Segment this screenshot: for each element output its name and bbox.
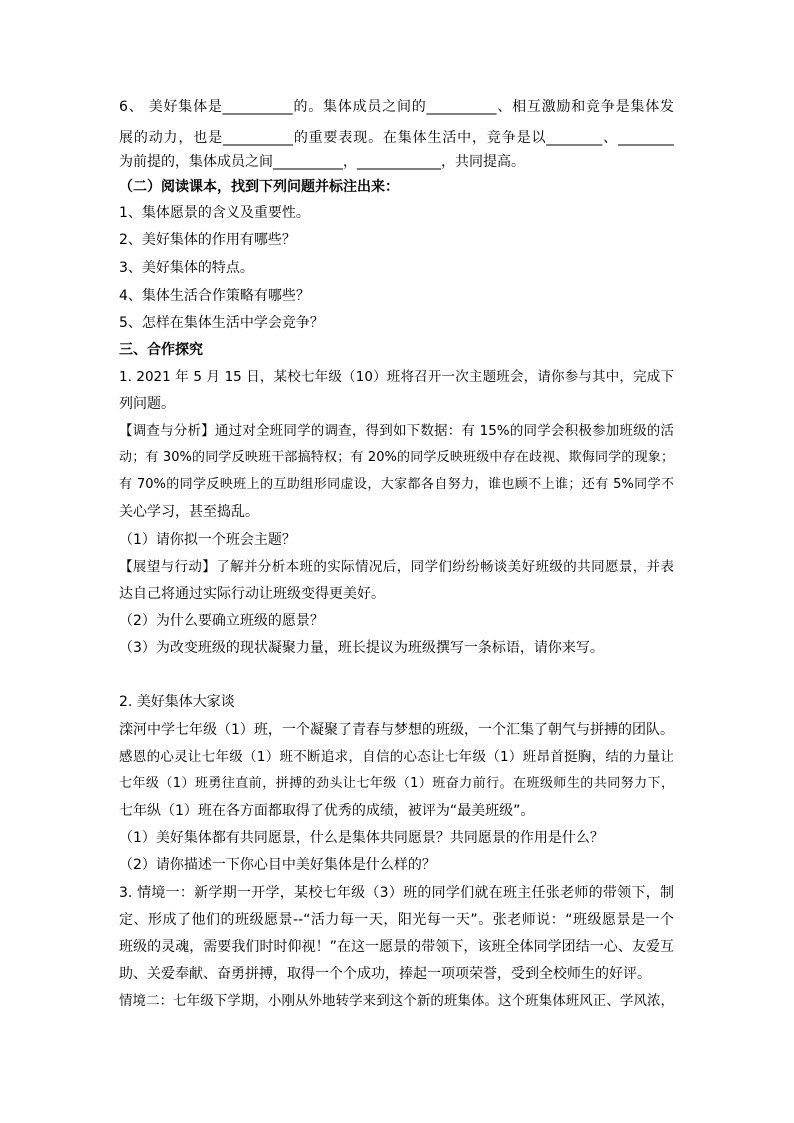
text-line: 七年纵（1）班在各方面都取得了优秀的成绩，被评为“最美班级”。 bbox=[119, 803, 535, 819]
text-line: 滦河中学七年级（1）班，一个凝聚了青春与梦想的班级，一个汇集了朝气与拼搏的团队。 bbox=[119, 722, 674, 738]
text-line: 情境二：七年级下学期，小刚从外地转学来到这个新的班集体。这个班集体班风正、学风浓， bbox=[119, 993, 674, 1009]
text-line: 有 70%的同学反映班上的互助组形同虚设，大家都各自努力，谁也顾不上谁；还有 5%同学不 bbox=[119, 477, 674, 492]
list-item: 5、怎样在集体生活中学会竞争？ bbox=[119, 315, 324, 331]
question-line: （3）为改变班级的现状凝聚力量，班长提议为班级撰写一条标语，请你来写。 bbox=[119, 640, 604, 656]
text-line: 达自己将通过实际行动让班级变得更美好。 bbox=[119, 586, 385, 602]
text-line: 2. 美好集体大家谈 bbox=[119, 694, 235, 710]
list-item: 1、集体愿景的含义及重要性。 bbox=[119, 205, 310, 221]
text-line: 定、形成了他们的班级愿景--“活力每一天，阳光每一天”。张老师说：“班级愿景是一个 bbox=[119, 912, 674, 928]
text-line: 6、 美好集体是__________的。集体成员之间的__________、相互激励和竞争是集体发 bbox=[119, 99, 674, 115]
question-line: （2）为什么要确立班级的愿景？ bbox=[119, 613, 324, 629]
text-line: 列问题。 bbox=[119, 396, 175, 412]
section-heading: （二）阅读课本，找到下列问题并标注出来： bbox=[119, 179, 399, 195]
text-line: 【展望与行动】了解并分析本班的实际情况后，同学们纷纷畅谈美好班级的共同愿景，并表 bbox=[119, 559, 674, 575]
question-line: （1）请你拟一个班会主题？ bbox=[119, 532, 296, 548]
text-line: 助、关爱奉献、奋勇拼搏，取得一个个成功，捧起一项项荣誉，受到全校师生的好评。 bbox=[119, 966, 651, 982]
text-line: 动；有 30%的同学反映班干部搞特权；有 20%的同学反映班级中存在歧视、欺侮同学的现象； bbox=[119, 450, 674, 465]
question-line: （1）美好集体都有共同愿景，什么是集体共同愿景？共同愿景的作用是什么？ bbox=[119, 830, 604, 846]
text-line: 【调查与分析】通过对全班同学的调查，得到如下数据：有 15%的同学会积极参加班级的活 bbox=[119, 423, 674, 439]
text-line: 七年级（1）班勇往直前，拼搏的劲头让七年级（1）班奋力前行。在班级师生的共同努力下， bbox=[119, 776, 674, 791]
list-item: 3、美好集体的特点。 bbox=[119, 260, 254, 276]
text-line: 班级的灵魂，需要我们时时仰视！”在这一愿景的带领下，该班全体同学团结一心、友爱互 bbox=[119, 939, 674, 955]
text-line: 3. 情境一：新学期一开学，某校七年级（3）班的同学们就在班主任张老师的带领下，制 bbox=[119, 885, 674, 901]
text-line: 展的动力，也是__________的重要表现。在集体生活中，竞争是以________、________ bbox=[119, 130, 674, 146]
text-line: 关心学习，甚至捣乱。 bbox=[119, 504, 259, 520]
text-line: 1. 2021 年 5 月 15 日，某校七年级（10）班将召开一次主题班会，请你参与其中，完成下 bbox=[119, 369, 674, 385]
section-heading: 三、合作探究 bbox=[119, 342, 203, 358]
question-line: （2）请你描述一下你心目中美好集体是什么样的？ bbox=[119, 857, 436, 873]
text-line: 感恩的心灵让七年级（1）班不断追求，自信的心态让七年级（1）班昂首挺胸，结的力量让 bbox=[119, 749, 674, 765]
text-line: 为前提的，集体成员之间__________，____________，共同提高。 bbox=[119, 154, 525, 170]
list-item: 4、集体生活合作策略有哪些？ bbox=[119, 288, 310, 304]
list-item: 2、美好集体的作用有哪些？ bbox=[119, 232, 296, 248]
